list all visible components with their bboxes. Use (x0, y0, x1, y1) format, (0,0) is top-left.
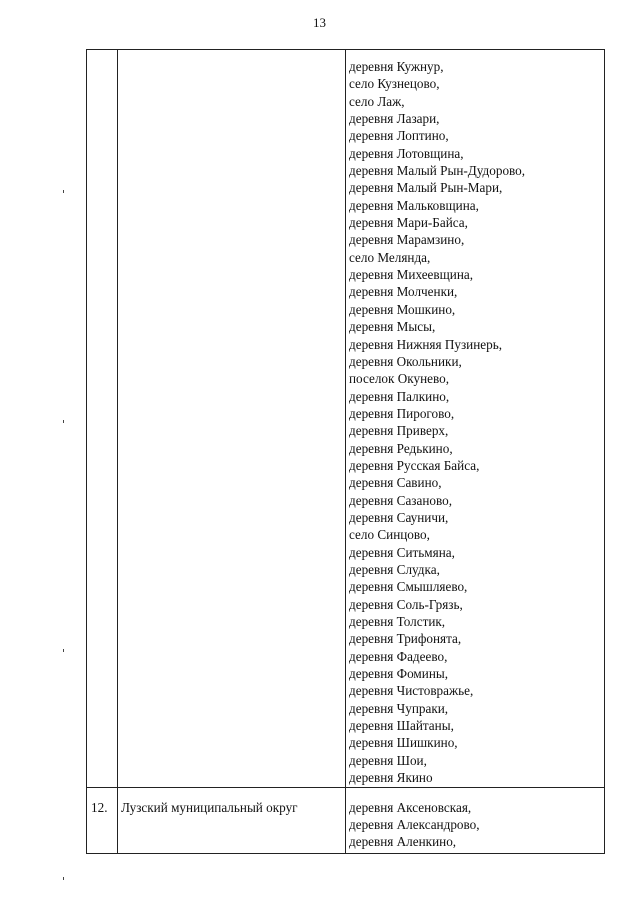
settlement-item: поселок Окунево, (349, 371, 450, 387)
scan-speck (63, 420, 64, 423)
settlement-item: деревня Кужнур, (349, 59, 444, 74)
settlement-item: деревня Мальковщина, (349, 197, 479, 213)
settlement-item: деревня Марамзино, (349, 232, 465, 248)
settlement-item: деревня Чупраки, (349, 700, 449, 716)
settlement-item: село Кузнецово, (349, 76, 440, 92)
settlement-item: деревня Русская Байса, (349, 457, 480, 473)
continuation-settlement-list (349, 58, 525, 786)
settlement-item: деревня Пирогово, (349, 405, 455, 421)
settlement-item: деревня Слудка, (349, 561, 440, 577)
column-divider-name (345, 50, 346, 853)
settlement-item: деревня Мошкино, (349, 301, 456, 317)
settlement-item: деревня Шои, (349, 752, 427, 768)
settlement-item: деревня Михеевщина, (349, 267, 474, 283)
row-12-municipality-name: Лузский муниципальный округ (121, 800, 298, 815)
settlement-item: деревня Ситьмяна, (349, 544, 455, 560)
settlement-item: деревня Аксеновская, (349, 800, 472, 815)
settlement-item: деревня Окольники, (349, 353, 462, 369)
row-12-number: 12. (91, 800, 108, 815)
settlement-item: деревня Лазари, (349, 111, 440, 127)
settlement-item: деревня Трифонята, (349, 631, 462, 647)
scan-speck (63, 190, 64, 193)
settlement-item: деревня Нижняя Пузинерь, (349, 336, 503, 352)
settlement-item: деревня Якино (349, 770, 433, 786)
row-divider (87, 787, 604, 788)
settlement-item: село Синцово, (349, 527, 430, 543)
scan-speck (63, 877, 64, 880)
settlement-item: деревня Молченки, (349, 284, 458, 300)
settlement-item: деревня Толстик, (349, 614, 446, 629)
settlement-item: деревня Александрово, (349, 817, 480, 832)
settlement-item: деревня Савино, (349, 475, 442, 491)
column-divider-number (117, 50, 118, 853)
settlement-item: деревня Фомины, (349, 666, 449, 682)
settlement-item: деревня Мысы, (349, 319, 436, 335)
settlement-item: деревня Малый Рын-Мари, (349, 180, 503, 196)
page-number: 13 (313, 15, 326, 30)
settlement-item: деревня Чистовражье, (349, 683, 474, 699)
settlement-item: деревня Аленкино, (349, 834, 457, 849)
settlement-item: деревня Соль-Грязь, (349, 596, 463, 612)
settlement-item: деревня Палкино, (349, 388, 450, 404)
settlement-item: село Лаж, (349, 93, 405, 109)
settlement-item: деревня Лотовщина, (349, 145, 464, 161)
settlement-item: деревня Сазаново, (349, 492, 453, 508)
settlement-item: деревня Сауничи, (349, 509, 449, 525)
settlement-item: деревня Приверх, (349, 423, 449, 439)
settlement-item: деревня Смышляево, (349, 579, 468, 595)
settlement-item: деревня Лоптино, (349, 128, 449, 144)
settlement-item: деревня Мари-Байса, (349, 215, 468, 231)
row-12-settlement-list (349, 799, 480, 850)
settlement-item: деревня Шайтаны, (349, 718, 454, 734)
settlement-item: деревня Шишкино, (349, 735, 458, 751)
settlement-item: деревня Фадеево, (349, 648, 448, 664)
settlement-item: деревня Малый Рын-Дудорово, (349, 163, 526, 179)
settlement-item: деревня Редькино, (349, 440, 453, 456)
settlement-item: село Мелянда, (349, 249, 431, 265)
settlements-table (86, 49, 605, 854)
scan-speck (63, 649, 64, 652)
